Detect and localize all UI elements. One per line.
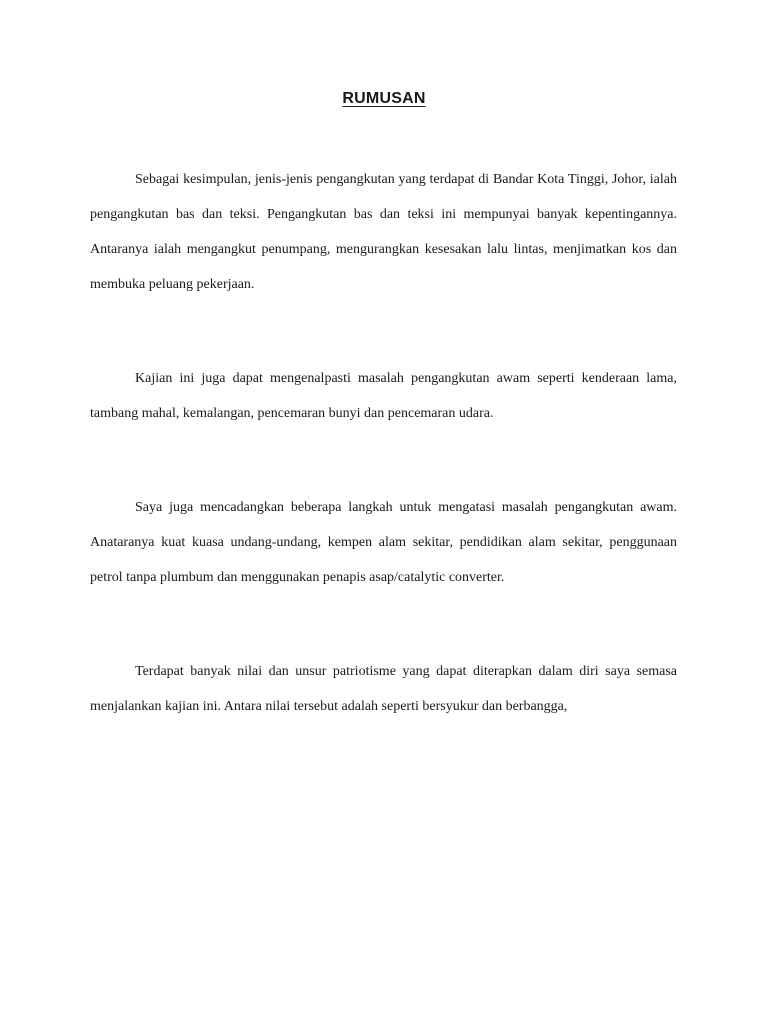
page-title: RUMUSAN bbox=[342, 90, 426, 107]
paragraph-values-patriotism: Terdapat banyak nilai dan unsur patriotisme yang dapat diterapkan dalam diri saya semasa menjalankan kajian ini. Antara nilai tersebut adalah seperti bersyukur dan berbangga, bbox=[90, 664, 677, 714]
paragraph-proposed-solutions: Saya juga mencadangkan beberapa langkah untuk mengatasi masalah pengangkutan awam. Anataranya kuat kuasa undang-undang, kempen alam sekitar, pendidikan alam sekitar, penggunaan petrol tanpa plumbum dan menggunakan penapis asap/catalytic converter. bbox=[90, 500, 677, 585]
paragraph-conclusion-summary: Sebagai kesimpulan, jenis-jenis pengangkutan yang terdapat di Bandar Kota Tinggi, Johor, ialah pengangkutan bas dan teksi. Pengangkutan bas dan teksi ini mempunyai banyak kepentingannya. Antaranya ialah mengangkut penumpang, mengurangkan kesesakan lalu lintas, menjimatkan kos dan membuka peluang pekerjaan. bbox=[90, 172, 677, 292]
paragraph-problems-identified: Kajian ini juga dapat mengenalpasti masalah pengangkutan awam seperti kenderaan lama, tambang mahal, kemalangan, pencemaran bunyi dan pencemaran udara. bbox=[90, 371, 677, 421]
